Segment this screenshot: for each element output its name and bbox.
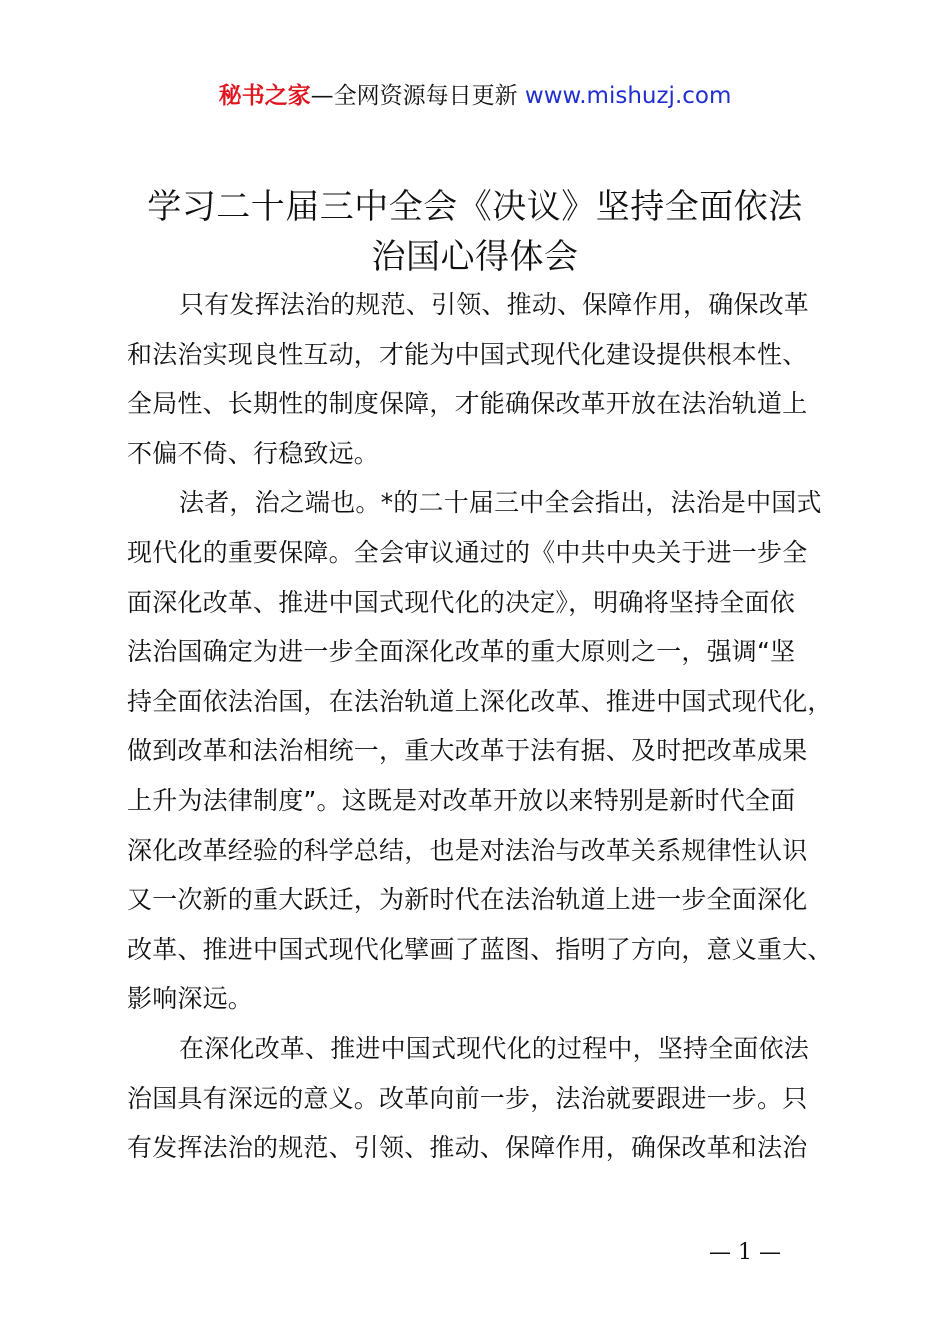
paragraph-line: 全局性、长期性的制度保障，才能确保改革开放在法治轨道上: [127, 389, 808, 419]
site-tagline: —全网资源每日更新: [310, 83, 525, 109]
paragraph-line: 法治国确定为进一步全面深化改革的重大原则之一，强调“坚: [127, 637, 796, 667]
paragraph-line: 法者，治之端也。*的二十届三中全会指出，法治是中国式: [179, 488, 822, 518]
paragraph-line: 只有发挥法治的规范、引领、推动、保障作用，确保改革: [179, 290, 810, 319]
page-number: — 1 —: [709, 1240, 781, 1265]
document-body: [127, 280, 837, 1173]
paragraph-line: 现代化的重要保障。全会审议通过的《中共中央关于进一步全: [127, 537, 808, 567]
title-line: 治国心得体会: [371, 237, 579, 277]
paragraph-line: 深化改革经验的科学总结，也是对法治与改革关系规律性认识: [127, 835, 808, 865]
paragraph-2: [127, 478, 837, 1024]
title-line: 学习二十届三中全会《决议》坚持全面依法: [147, 187, 803, 227]
paragraph-line: 在深化改革、推进中国式现代化的过程中，坚持全面依法: [179, 1033, 810, 1063]
paragraph-1: [127, 280, 837, 478]
document-title: [100, 182, 850, 282]
paragraph-line: 面深化改革、推进中国式现代化的决定》，明确将坚持全面依: [127, 587, 795, 617]
paragraph-3: [127, 1024, 837, 1173]
site-brand: 秘书之家: [218, 83, 311, 109]
paragraph-line: 改革、推进中国式现代化擘画了蓝图、指明了方向，意义重大、: [127, 934, 833, 964]
site-header: [0, 78, 950, 114]
paragraph-line: 又一次新的重大跃迁，为新时代在法治轨道上进一步全面深化: [127, 885, 808, 915]
paragraph-line: 有发挥法治的规范、引领、推动、保障作用，确保改革和法治: [127, 1133, 808, 1163]
paragraph-line: 影响深远。: [127, 984, 254, 1014]
paragraph-line: 做到改革和法治相统一，重大改革于法有据、及时把改革成果: [127, 736, 808, 766]
paragraph-line: 不偏不倚、行稳致远。: [127, 438, 380, 468]
paragraph-line: 治国具有深远的意义。改革向前一步，法治就要跟进一步。只: [127, 1083, 808, 1113]
paragraph-line: 和法治实现良性互动，才能为中国式现代化建设提供根本性、: [127, 339, 808, 369]
site-url-link[interactable]: www.mishuzj.com: [524, 83, 732, 109]
paragraph-line: 持全面依法治国，在法治轨道上深化改革、推进中国式现代化，: [127, 686, 833, 716]
paragraph-line: 上升为法律制度”。这既是对改革开放以来特别是新时代全面: [127, 785, 796, 815]
